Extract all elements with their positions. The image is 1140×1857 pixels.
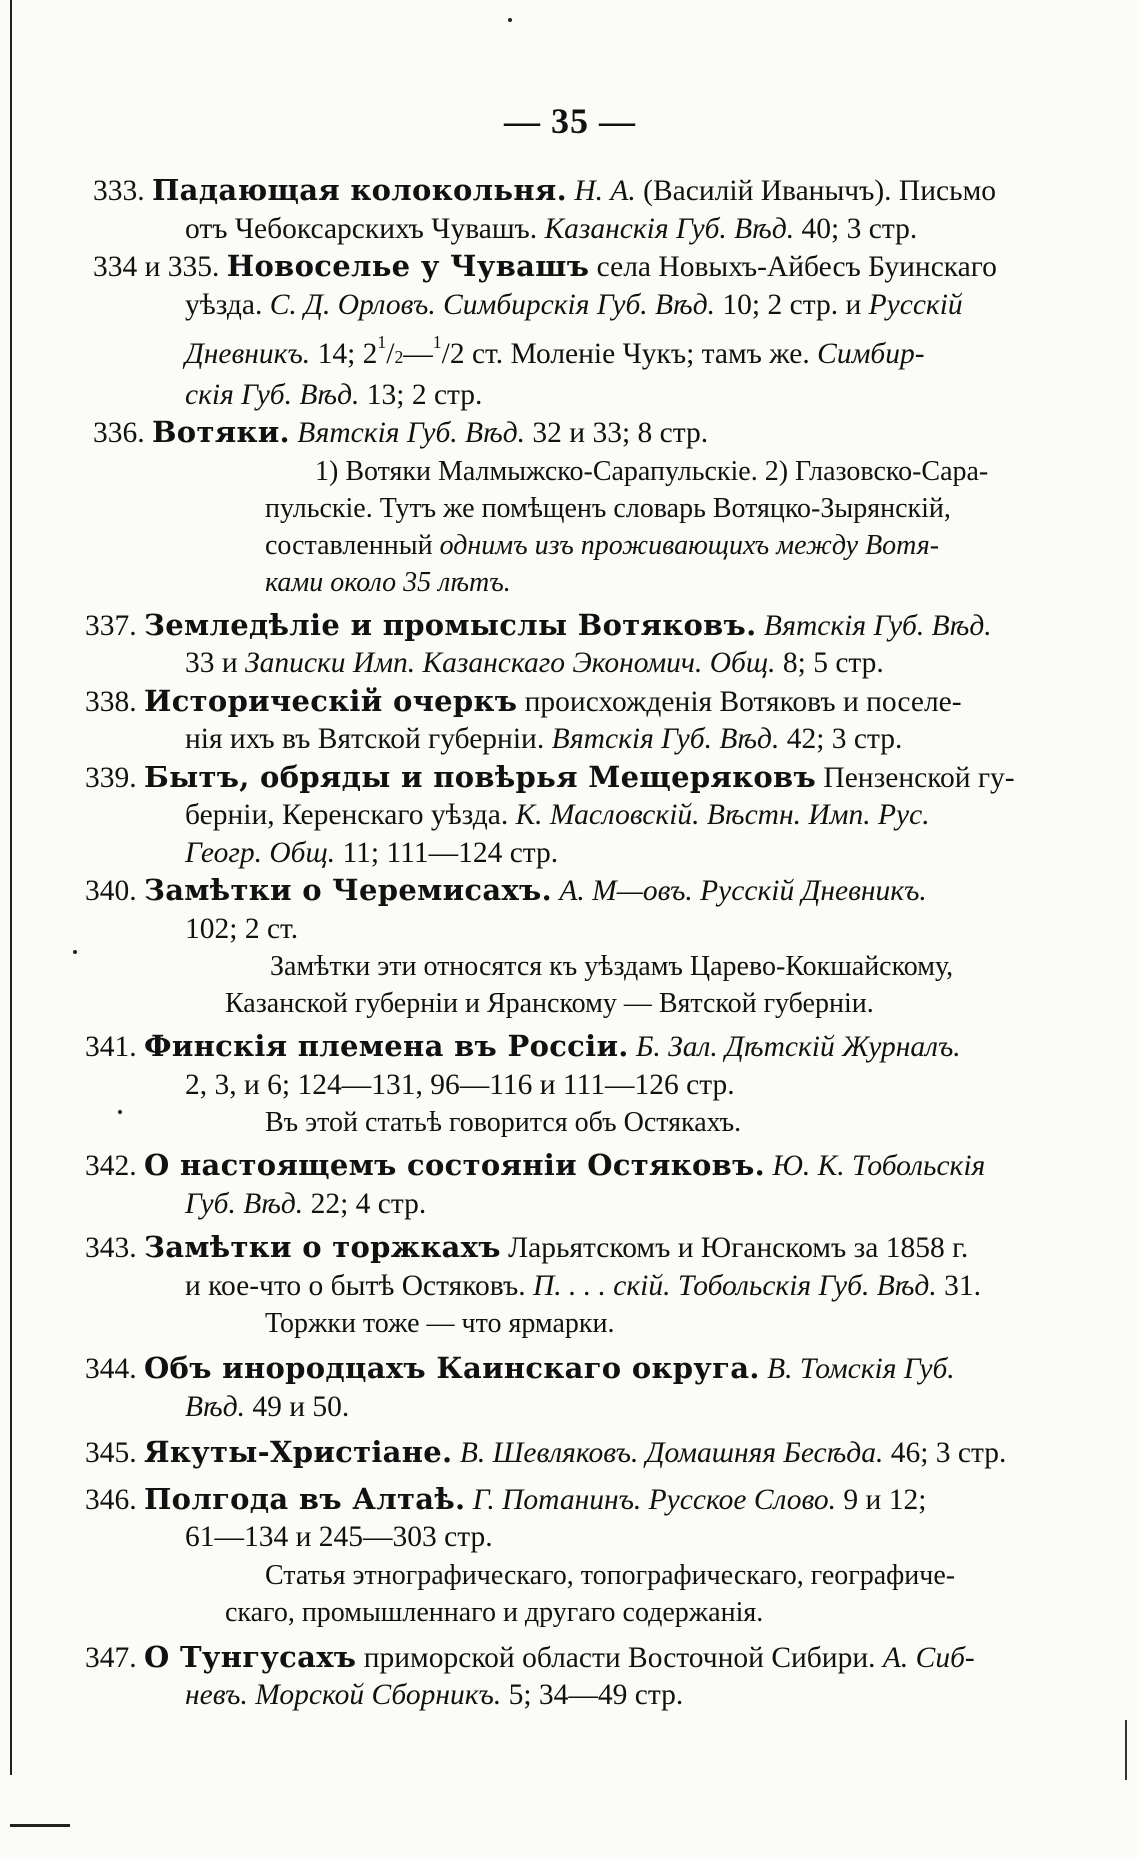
entry-source: В. Шевляковъ. Домашняя Бесѣда. [452, 1437, 884, 1469]
entry-text: /2 ст. Моленіе Чукъ; тамъ же. [441, 338, 818, 370]
entry-source: Ю. К. Тобольскія [765, 1150, 986, 1182]
entry-number: 345. [85, 1437, 137, 1469]
entry-source: Б. Зал. Дѣтскій Журналъ. [628, 1031, 961, 1063]
entry-text: села Новыхъ-Айбесъ Буинскаго [589, 251, 997, 283]
entry-source: Г. Потанинъ. Русское Слово. [465, 1483, 837, 1516]
entry-title: Замѣтки о торжкахъ [144, 1230, 501, 1264]
bibliography-list [85, 172, 1015, 1715]
entry-note: Торжки тоже — что ярмарки. [265, 1308, 615, 1339]
entry-note: составленный [265, 529, 440, 561]
entry-title: Новоселье у Чувашъ [226, 249, 590, 283]
entry-note: 1) Вотяки Малмыжско-Сарапульскіе. 2) Глазовско-Сара- [315, 455, 989, 487]
entry-number: 342. [85, 1150, 137, 1182]
entry-title: Полгода въ Алтаѣ. [144, 1481, 466, 1516]
entry-number: 336. [93, 417, 145, 449]
fraction-numerator: 1 [377, 332, 387, 352]
entry-number: 340. [85, 875, 137, 907]
list-item [85, 414, 1015, 601]
list-item [85, 1028, 1015, 1141]
entry-source: Вятскія Губ. Вѣд. [756, 609, 992, 642]
entry-pages: 31. [936, 1269, 981, 1302]
list-item [85, 1350, 1015, 1426]
entry-pages: 42; 3 стр. [779, 723, 903, 755]
entry-number: 341. [85, 1031, 137, 1063]
entry-pages: 9 и 12; [836, 1483, 927, 1516]
entry-source: Записки Имп. Казанскаго Экономич. Общ. [245, 647, 776, 679]
entry-pages: 5; 34—49 стр. [501, 1679, 684, 1711]
entry-source: Геогр. Общ. [185, 836, 336, 869]
list-item [85, 1481, 1015, 1631]
entry-number: 346. [85, 1483, 137, 1516]
entry-title: Земледѣліе и промыслы Вотяковъ. [144, 607, 757, 642]
entry-pages: 102; 2 ст. [185, 912, 299, 945]
entry-source: Губ. Вѣд. [185, 1187, 304, 1220]
entry-source: Казанскія Губ. Вѣд. [544, 212, 795, 245]
fraction-slash: / [386, 338, 395, 370]
entry-title: Замѣтки о Черемисахъ. [144, 873, 552, 907]
entry-pages: 22; 4 стр. [303, 1187, 427, 1220]
entry-number: 347. [85, 1641, 137, 1674]
entry-number: 344. [85, 1353, 137, 1385]
entry-pages: 2, 3, и 6; 124—131, 96—116 и 111—126 стр. [185, 1068, 735, 1101]
entry-pages: 8; 5 стр. [775, 647, 884, 679]
entry-title: Объ инородцахъ Каинскаго округа. [144, 1351, 760, 1385]
entry-title: Бытъ, обряды и повѣрья Мещеряковъ [144, 759, 817, 794]
entry-number: 337. [85, 609, 137, 642]
entry-pages: 32 и 33; 8 стр. [525, 417, 709, 449]
page-corner-mark [10, 1824, 70, 1827]
entry-source: Вятскія Губ. Вѣд. [551, 723, 780, 755]
list-item [85, 172, 1015, 248]
entry-source: А. Сиб- [882, 1641, 975, 1674]
entry-note: Статья этнографическаго, топографическаго, географиче- [265, 1559, 956, 1591]
entry-source: Вятскія Губ. Вѣд. [289, 417, 526, 449]
entry-source: К. Масловскій. Вѣстн. Имп. Рус. [515, 799, 930, 831]
speck [73, 950, 77, 954]
entry-source: А. М—овъ. Русскій Дневникъ. [551, 875, 927, 907]
entry-number: 338. [85, 685, 137, 718]
entry-pages: 13; 2 стр. [359, 378, 483, 411]
entry-source: В. Томскія Губ. [759, 1353, 955, 1385]
entry-pages: 49 и 50. [245, 1390, 350, 1423]
entry-note: Замѣтки эти относятся къ уѣздамъ Царево-Кокшайскому, [270, 951, 954, 982]
page-edge-mark [1125, 1720, 1127, 1780]
entry-pages: 14; 2 [310, 338, 378, 370]
entry-number: 343. [85, 1232, 137, 1264]
entry-title: Вотяки. [152, 415, 290, 449]
list-item [85, 1434, 1015, 1473]
entry-title: Падающая колокольня. [152, 173, 567, 207]
speck [508, 18, 512, 22]
page-number: — 35 — [504, 101, 636, 141]
entry-note: Въ этой статьѣ говорится объ Остякахъ. [265, 1107, 742, 1138]
list-item [85, 683, 1015, 759]
list-item [85, 607, 1015, 683]
entry-note: пульскіе. Тутъ же помѣщенъ словарь Вотяцко-Зырянскій, [265, 492, 951, 524]
entry-source: Симбир- [817, 338, 925, 370]
entry-note: однимъ изъ проживающихъ между Вотя- [439, 529, 940, 561]
entry-source: П. . . . скій. Тобольскія Губ. Вѣд. [532, 1269, 937, 1302]
entry-title: Финскія племена въ Россіи. [144, 1029, 629, 1063]
entry-text: приморской области Восточной Сибири. [356, 1641, 883, 1674]
entry-text: 33 и [185, 647, 246, 679]
list-item [85, 1639, 1015, 1715]
entry-pages: 46; 3 стр. [883, 1437, 1007, 1469]
entry-source: Вѣд. [185, 1390, 245, 1423]
dash: — [403, 338, 433, 370]
list-item [85, 1147, 1015, 1223]
entry-text: нія ихъ въ Вятской губерніи. [185, 723, 552, 755]
entry-note: скаго, промышленнаго и другаго содержанія. [225, 1596, 764, 1628]
entry-source: С. Д. Орловъ. Симбирскія Губ. Вѣд. [269, 288, 716, 321]
entry-title: Историческій очеркъ [144, 683, 518, 718]
entry-number: 333. [93, 175, 145, 207]
entry-number: 339. [85, 761, 137, 794]
list-item [85, 1229, 1015, 1342]
entry-title: О настоящемъ состояніи Остяковъ. [144, 1148, 766, 1182]
entry-title: О Тунгусахъ [144, 1639, 357, 1674]
list-item [85, 248, 1015, 414]
entry-text: Ларьятскомъ и Юганскомъ за 1858 г. [500, 1232, 969, 1264]
entry-number: 334 и 335. [93, 251, 220, 283]
entry-text: и кое-что о бытѣ Остяковъ. [185, 1269, 533, 1302]
fraction-numerator: 1 [432, 332, 442, 352]
entry-pages: 40; 3 стр. [794, 212, 918, 245]
entry-text: отъ Чебоксарскихъ Чувашъ. [185, 212, 545, 245]
entry-note: Казанской губерніи и Яранскому — Вятской губерніи. [225, 988, 874, 1019]
entry-text: берніи, Керенскаго уѣзда. [185, 799, 516, 831]
entry-text: уѣзда. [185, 288, 270, 321]
entry-source: Дневникъ. [185, 338, 311, 370]
entry-note: ками около 35 лѣтъ. [265, 566, 511, 598]
entry-source: скія Губ. Вѣд. [185, 378, 360, 411]
entry-source: невъ. Морской Сборникъ. [185, 1679, 502, 1711]
entry-text: Пензенской гу- [816, 761, 1015, 794]
entry-pages: 61—134 и 245—303 стр. [185, 1521, 493, 1553]
entry-pages: 11; 111—124 стр. [335, 836, 559, 869]
entry-source: Русскій [868, 288, 963, 321]
list-item [85, 872, 1015, 1022]
entry-title: Якуты-Христіане. [144, 1435, 453, 1469]
entry-pages: 10; 2 стр. и [715, 288, 869, 321]
list-item [85, 759, 1015, 873]
fraction-denominator: 2 [394, 347, 404, 367]
entry-text: происхожденія Вотяковъ и поселе- [517, 685, 962, 718]
page-edge-line [10, 0, 12, 1775]
entry-author: Н. А. [566, 175, 636, 207]
entry-text: (Василій Иванычъ). Письмо [635, 175, 996, 207]
